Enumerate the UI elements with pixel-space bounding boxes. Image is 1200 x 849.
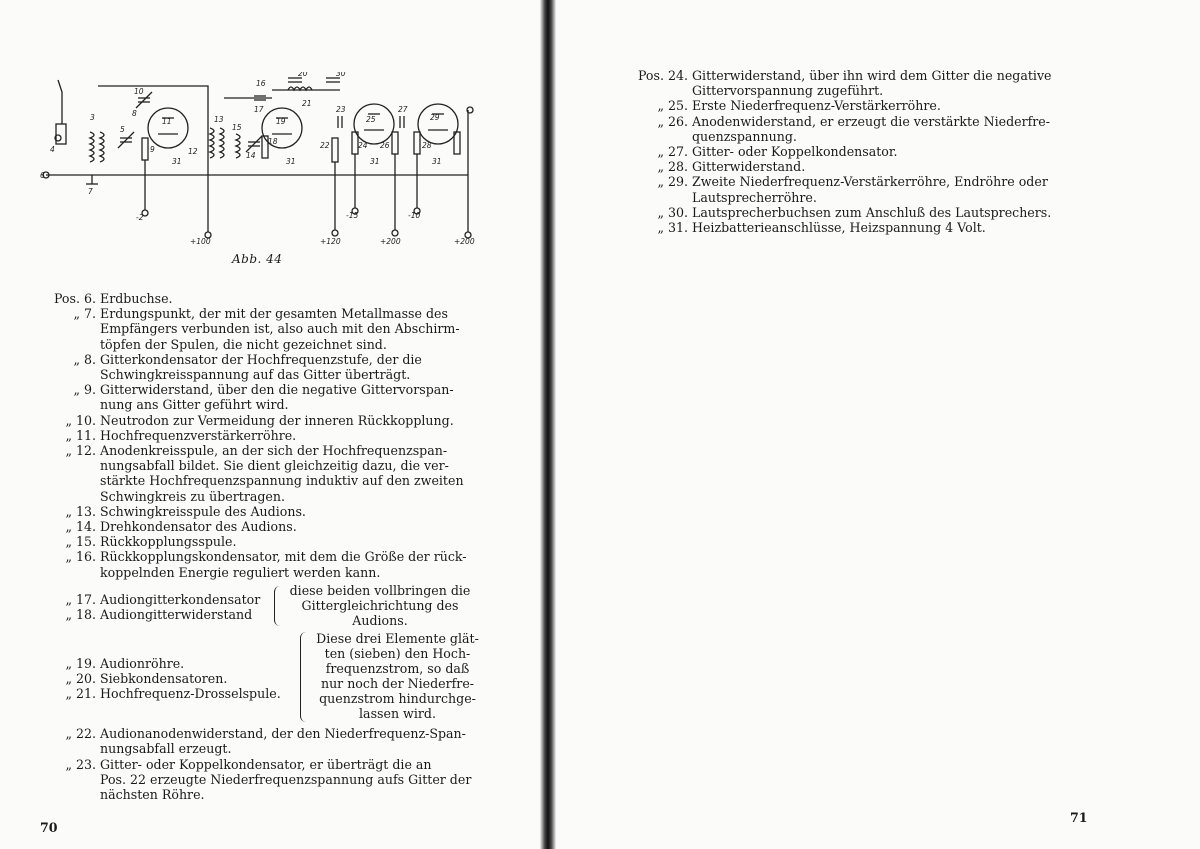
entry-text-line: Gitterwiderstand, über den die negative Gittervorspan-	[100, 382, 454, 398]
page-number-right: 71	[1070, 810, 1088, 825]
entry-text-line: nächsten Röhre.	[100, 787, 205, 803]
fig-label-minus-2: -2	[136, 213, 144, 222]
entry-text-line: Audionanodenwiderstand, der den Niederfrequenz-Span-	[100, 726, 466, 741]
fig-label-17: 17	[254, 105, 264, 114]
fig-label-7: 7	[88, 187, 93, 196]
entry-number: „ 30.	[657, 204, 688, 220]
entry-number: Pos. 24.	[637, 68, 688, 83]
fig-label-minus-15: -15	[346, 211, 359, 220]
fig-label-plus-100: +100	[190, 237, 211, 246]
entry-number: „ 27.	[657, 144, 688, 159]
entry-text-line: Gitterkondensator der Hochfrequenzstufe, der die	[100, 351, 422, 367]
figure-caption: Abb. 44	[232, 252, 283, 266]
entry-number: „ 22.	[65, 726, 96, 741]
entry-number: „ 12.	[65, 443, 96, 458]
entry-text-line: Heizbatterieanschlüsse, Heizspannung 4 Volt.	[692, 220, 986, 235]
book-gutter	[540, 0, 556, 849]
circuit-schematic	[40, 72, 500, 262]
fig-label-20: 20	[298, 72, 308, 78]
entry-text-line: Gitterwiderstand.	[692, 159, 806, 175]
fig-label-4: 4	[50, 145, 55, 154]
fig-label-31b: 31	[286, 157, 296, 166]
fig-label-25: 25	[366, 115, 376, 124]
entry-number: „ 9.	[73, 382, 96, 398]
entry-text-line: Lautsprecherbuchsen zum Anschluß des Lautsprechers.	[692, 204, 1052, 220]
entry-number: „ 28.	[657, 159, 688, 175]
fig-label-19: 19	[276, 117, 286, 126]
entry-text-line: quenzspannung.	[692, 128, 797, 144]
fig-label-14: 14	[246, 151, 256, 160]
entry-text-line: Schwingkreis zu übertragen.	[100, 488, 285, 504]
fig-label-plus-200-a: +200	[380, 237, 401, 246]
entry-text-line: Erdungspunkt, der mit der gesamten Metallmasse des	[100, 306, 448, 322]
fig-label-9: 9	[150, 145, 155, 154]
entry-number: „ 15.	[65, 534, 96, 550]
fig-label-26: 26	[380, 141, 390, 150]
fig-label-10: 10	[134, 87, 144, 96]
fig-label-15: 15	[232, 123, 242, 132]
entry-number: „ 23.	[65, 756, 96, 772]
entry-text-line: Lautsprecherröhre.	[692, 189, 817, 205]
entry-number: „ 31.	[657, 220, 688, 235]
fig-label-12: 12	[188, 147, 198, 156]
entry-text-line: Pos. 22 erzeugte Niederfrequenzspannung aufs Gitter der	[100, 772, 472, 788]
brace-note-19-21: Diese drei Elemente glät- ten (sieben) den Hoch- frequenzstrom, so daß nur noch der Niederfre- quenzstrom hindurchge- lassen wird.	[316, 631, 479, 721]
entry-text-line: Anodenkreisspule, an der sich der Hochfrequenzspan-	[100, 443, 448, 458]
page-number-left: 70	[40, 820, 58, 835]
fig-label-27: 27	[398, 105, 408, 114]
brace-17-18	[274, 586, 281, 626]
entry-text-line: Rückkopplungsspule.	[100, 534, 237, 550]
fig-label-6: 6	[40, 171, 45, 180]
entry-number: „ 16.	[65, 549, 96, 565]
entry-number: Pos. 6.	[53, 291, 96, 306]
entry-text-line: nungsabfall bildet. Sie dient gleichzeitig dazu, die ver-	[100, 458, 449, 474]
entry-text-line: Gitterwiderstand, über ihn wird dem Gitter die negative	[692, 68, 1052, 83]
fig-label-18: 18	[268, 137, 278, 146]
fig-label-3: 3	[90, 113, 95, 122]
fig-label-5: 5	[120, 125, 125, 134]
fig-label-28: 28	[422, 141, 432, 150]
fig-label-23: 23	[336, 105, 346, 114]
entry-text-line: Drehkondensator des Audions.	[100, 519, 297, 534]
entry-number: „ 13.	[65, 503, 96, 519]
entry-text-line: töpfen der Spulen, die nicht gezeichnet sind.	[100, 336, 387, 352]
entry-text-line: Anodenwiderstand, er erzeugt die verstärkte Niederfre-	[692, 113, 1050, 129]
entry-number: „ 11.	[65, 427, 96, 443]
fig-label-31c: 31	[370, 157, 380, 166]
fig-label-minus-10: -10	[408, 211, 421, 220]
fig-label-22: 22	[320, 141, 330, 150]
entry-text-line: nung ans Gitter geführt wird.	[100, 397, 289, 413]
fig-label-29: 29	[430, 113, 440, 122]
brace-note-17-18: diese beiden vollbringen die Gittergleichrichtung des Audions.	[289, 583, 471, 628]
entry-text-line: Neutrodon zur Vermeidung der inneren Rückkopplung.	[100, 412, 454, 428]
entry-text-line: nungsabfall erzeugt.	[100, 741, 232, 757]
entry-text-line: Erste Niederfrequenz-Verstärkerröhre.	[692, 98, 941, 114]
fig-label-11: 11	[162, 117, 172, 126]
brace-19-21	[300, 632, 309, 722]
entry-text-line: Schwingkreisspule des Audions.	[100, 503, 306, 519]
fig-label-31a: 31	[172, 157, 182, 166]
fig-label-30: 30	[336, 72, 346, 78]
entry-text-line: Zweite Niederfrequenz-Verstärkerröhre, Endröhre oder	[692, 174, 1048, 190]
entry-text-line: Schwingkreisspannung auf das Gitter überträgt.	[100, 366, 411, 382]
entry-number: „ 25.	[657, 98, 688, 114]
entry-number: „ 7.	[73, 306, 96, 322]
entry-text-line: Gitter- oder Koppelkondensator.	[692, 144, 898, 159]
fig-label-plus-120: +120	[320, 237, 341, 246]
entry-text-line: Gittervorspannung zugeführt.	[692, 83, 884, 99]
entry-text-line: Empfängers verbunden ist, also auch mit den Abschirm-	[100, 321, 460, 337]
fig-label-plus-200-b: +200	[454, 237, 475, 246]
fig-label-16: 16	[256, 79, 266, 88]
entry-text-line: Gitter- oder Koppelkondensator, er überträgt die an	[100, 756, 432, 772]
fig-label-13: 13	[214, 115, 224, 124]
entry-text-line: Hochfrequenzverstärkerröhre.	[100, 427, 297, 443]
fig-label-31d: 31	[432, 157, 442, 166]
entry-text-line: koppelnden Energie reguliert werden kann.	[100, 564, 381, 580]
fig-label-24: 24	[358, 141, 368, 150]
entry-text-line: Erdbuchse.	[100, 291, 173, 306]
entry-number: „ 26.	[657, 113, 688, 129]
entry-number: „ 8.	[73, 351, 96, 367]
entry-number: „ 29.	[657, 174, 688, 190]
fig-label-21: 21	[302, 99, 312, 108]
fig-label-8: 8	[132, 109, 137, 118]
entry-text-line: Rückkopplungskondensator, mit dem die Größe der rück-	[100, 549, 467, 565]
entry-text-line: stärkte Hochfrequenzspannung induktiv auf den zweiten	[100, 473, 464, 489]
entry-number: „ 10.	[65, 412, 96, 428]
entry-number: „ 14.	[65, 519, 96, 534]
